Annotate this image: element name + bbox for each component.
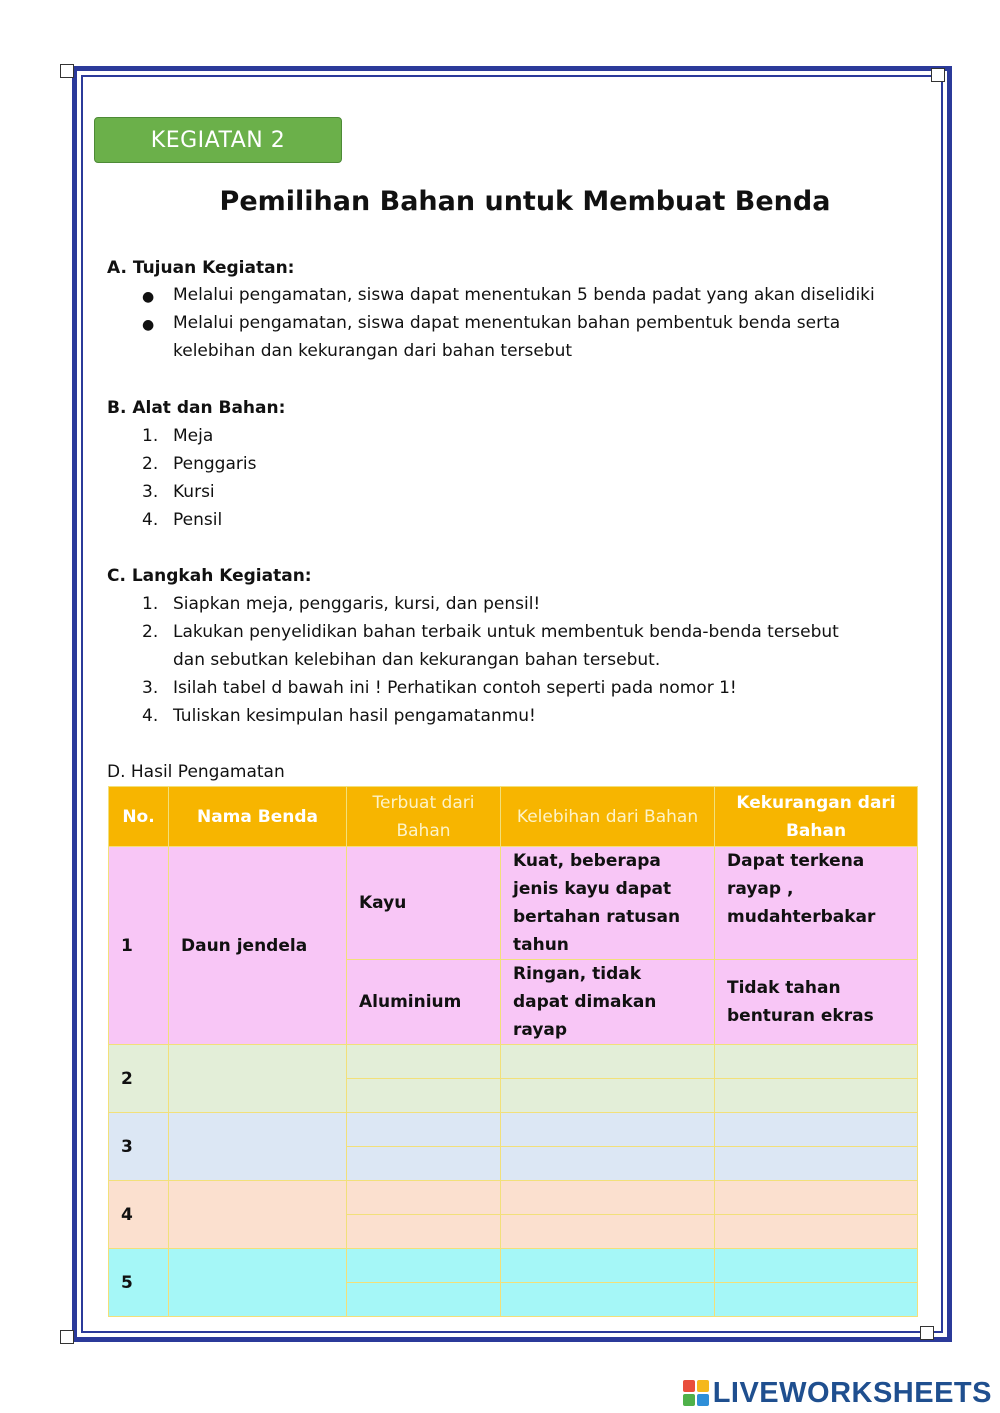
table-row [109,1045,918,1079]
step-item: Tuliskan kesimpulan hasil pengamatanmu! [173,706,536,726]
table-row [109,1181,918,1215]
cell-material-input[interactable] [347,1249,501,1283]
page-title: Pemilihan Bahan untuk Membuat Benda [219,186,831,217]
cell-disadvantages-input[interactable] [715,1147,918,1181]
cell-disadvantages-input[interactable] [715,1181,918,1215]
watermark-text: LIVEWORKSHEETS [712,1376,992,1409]
liveworksheets-logo-icon [683,1380,709,1406]
cell-advantages-input[interactable] [501,1147,715,1181]
cell-material-input[interactable] [347,1181,501,1215]
cell-advantages-input[interactable] [501,1283,715,1317]
bullet-icon: ● [142,317,155,333]
bullet-icon: ● [142,289,155,305]
cell-no: 4 [109,1181,169,1249]
cell-disadvantages-input[interactable] [715,1113,918,1147]
table-row [109,847,918,960]
cell-no: 2 [109,1045,169,1113]
cell-advantages-input[interactable] [501,1079,715,1113]
cell-material: Aluminium [347,960,501,1045]
cell-disadvantages-input[interactable] [715,1079,918,1113]
header-material: Terbuat dari Bahan [347,787,501,847]
cell-object-name-input[interactable] [169,1249,347,1317]
step-number: 4. [142,706,159,726]
cell-disadvantages: Tidak tahan benturan ekras [715,960,918,1045]
step-number: 1. [142,594,159,614]
cell-material-input[interactable] [347,1283,501,1317]
cell-no: 3 [109,1113,169,1181]
section-b-heading: B. Alat dan Bahan: [107,398,286,418]
cell-advantages-input[interactable] [501,1113,715,1147]
step-item: Lakukan penyelidikan bahan terbaik untuk membentuk benda-benda tersebut [173,622,839,642]
cell-advantages: Kuat, beberapa jenis kayu dapat bertahan ratusan tahun [501,847,715,960]
cell-disadvantages-input[interactable] [715,1283,918,1317]
cell-no: 5 [109,1249,169,1317]
tool-number: 2. [142,454,159,474]
section-d-heading: D. Hasil Pengamatan [107,762,285,782]
table-row [109,1249,918,1283]
step-item-continued: dan sebutkan kelebihan dan kekurangan bahan tersebut. [173,650,661,670]
header-object-name: Nama Benda [169,787,347,847]
cell-advantages-input[interactable] [501,1045,715,1079]
cell-object-name: Daun jendela [169,847,347,1045]
tool-item: Pensil [173,510,223,530]
objective-1: Melalui pengamatan, siswa dapat menentukan 5 benda padat yang akan diselidiki [173,285,875,305]
section-a-heading: A. Tujuan Kegiatan: [107,258,295,278]
cell-disadvantages-input[interactable] [715,1045,918,1079]
cell-material-input[interactable] [347,1147,501,1181]
cell-advantages-input[interactable] [501,1181,715,1215]
cell-material-input[interactable] [347,1215,501,1249]
cell-object-name-input[interactable] [169,1045,347,1113]
cell-disadvantages: Dapat terkena rayap , mudahterbakar [715,847,918,960]
table-header-row [109,787,918,847]
step-item: Isilah tabel d bawah ini ! Perhatikan contoh seperti pada nomor 1! [173,678,737,698]
header-no: No. [109,787,169,847]
tool-item: Penggaris [173,454,257,474]
frame-corner-top-right [931,68,945,82]
cell-advantages-input[interactable] [501,1215,715,1249]
step-number: 3. [142,678,159,698]
cell-material: Kayu [347,847,501,960]
cell-advantages: Ringan, tidak dapat dimakan rayap [501,960,715,1045]
tool-number: 3. [142,482,159,502]
cell-no: 1 [109,847,169,1045]
cell-disadvantages-input[interactable] [715,1215,918,1249]
frame-corner-top-left [60,64,74,78]
tool-item: Kursi [173,482,215,502]
step-item: Siapkan meja, penggaris, kursi, dan pensil! [173,594,541,614]
cell-material-input[interactable] [347,1079,501,1113]
cell-advantages-input[interactable] [501,1249,715,1283]
step-number: 2. [142,622,159,642]
observation-table [108,786,918,1317]
frame-corner-bottom-left [60,1330,74,1344]
frame-corner-bottom-right [920,1326,934,1340]
tool-number: 4. [142,510,159,530]
objective-2: Melalui pengamatan, siswa dapat menentukan bahan pembentuk benda serta [173,313,841,333]
cell-disadvantages-input[interactable] [715,1249,918,1283]
cell-material-input[interactable] [347,1045,501,1079]
cell-material-input[interactable] [347,1113,501,1147]
header-advantages: Kelebihan dari Bahan [501,787,715,847]
objective-2-continued: kelebihan dan kekurangan dari bahan tersebut [173,341,573,361]
activity-badge: KEGIATAN 2 [94,117,342,163]
tool-item: Meja [173,426,214,446]
tool-number: 1. [142,426,159,446]
section-c-heading: C. Langkah Kegiatan: [107,566,312,586]
header-disadvantages: Kekurangan dari Bahan [715,787,918,847]
table-row [109,1113,918,1147]
liveworksheets-watermark [683,1376,992,1410]
cell-object-name-input[interactable] [169,1181,347,1249]
cell-object-name-input[interactable] [169,1113,347,1181]
